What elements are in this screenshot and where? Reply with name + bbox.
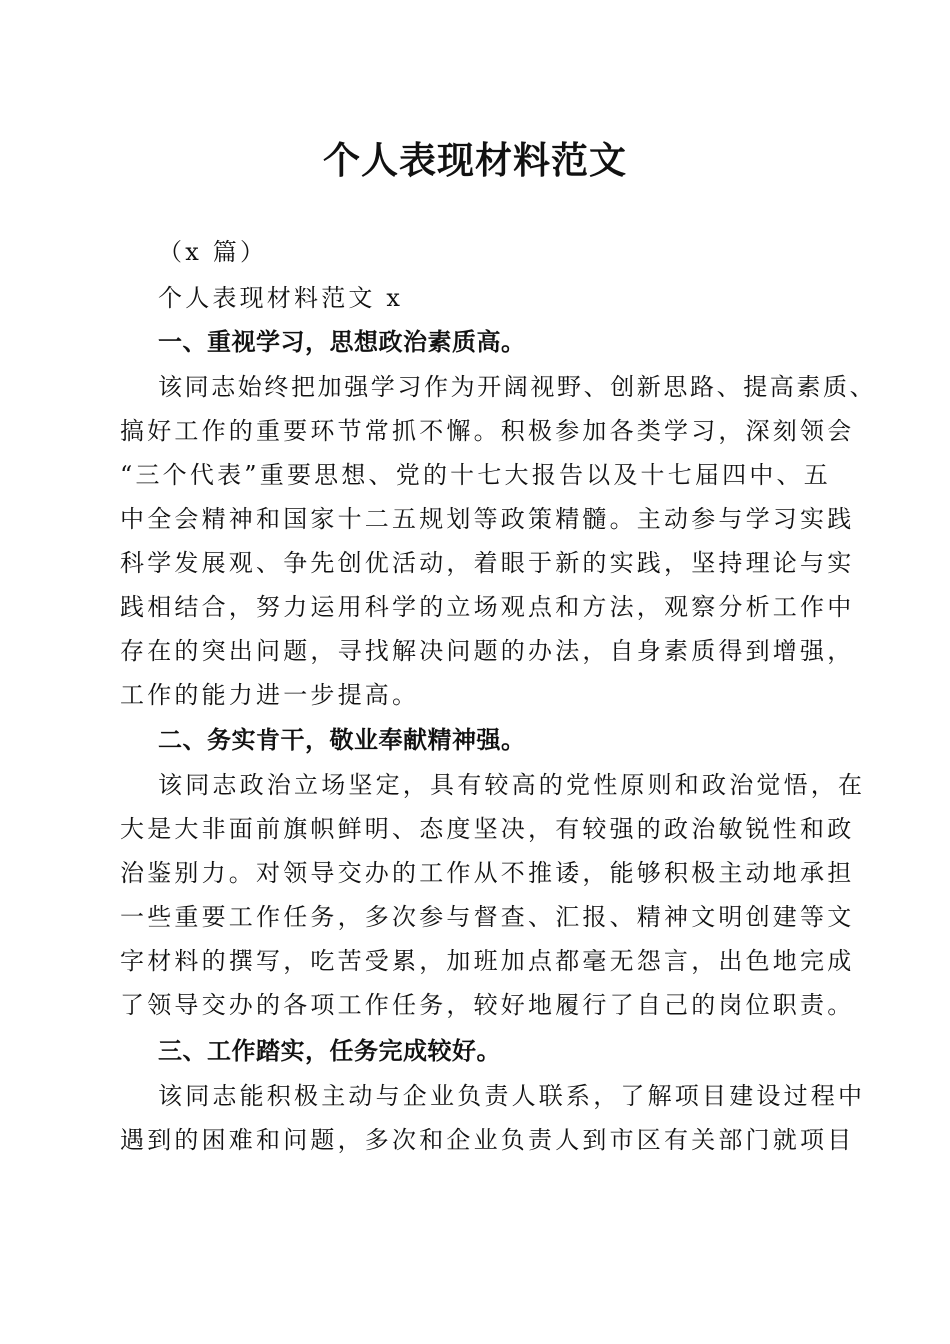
paragraph-line: 工作的能力进一步提高。	[120, 681, 420, 709]
paragraph-line: 践相结合，努力运用科学的立场观点和方法，观察分析工作中	[120, 593, 855, 621]
paragraph-line: 了领导交办的各项工作任务，较好地履行了自己的岗位职责。	[120, 991, 855, 1019]
paragraph-line: 科学发展观、争先创优活动，着眼于新的实践，坚持理论与实	[120, 549, 855, 577]
section-heading-3: 三、工作踏实，任务完成较好。	[158, 1037, 501, 1065]
paragraph-line: 该同志始终把加强学习作为开阔视野、创新思路、提高素质、	[158, 373, 877, 401]
paragraph-line: 该同志政治立场坚定，具有较高的党性原则和政治觉悟，在	[158, 771, 866, 799]
paragraph-line: 搞好工作的重要环节常抓不懈。积极参加各类学习，深刻领会	[120, 417, 855, 445]
paragraph-line: 中全会精神和国家十二五规划等政策精髓。主动参与学习实践	[120, 505, 855, 533]
paragraph-line: 存在的突出问题，寻找解决问题的办法，自身素质得到增强，	[120, 637, 855, 665]
paragraph-line: “三个代表”重要思想、党的十七大报告以及十七届四中、五	[120, 461, 831, 489]
paragraph-line: 一些重要工作任务，多次参与督查、汇报、精神文明创建等文	[120, 903, 855, 931]
section-heading-1: 一、重视学习，思想政治素质高。	[158, 328, 526, 356]
paragraph-line: 遇到的困难和问题，多次和企业负责人到市区有关部门就项目	[120, 1126, 855, 1154]
count-note: （x 篇）	[158, 238, 268, 266]
paragraph-line: 字材料的撰写，吃苦受累，加班加点都毫无怨言，出色地完成	[120, 947, 855, 975]
paragraph-line: 大是大非面前旗帜鲜明、态度坚决，有较强的政治敏锐性和政	[120, 815, 855, 843]
subtitle: 个人表现材料范文 x	[158, 284, 404, 312]
paragraph-line: 治鉴别力。对领导交办的工作从不推诿，能够积极主动地承担	[120, 859, 855, 887]
page-title: 个人表现材料范文	[323, 138, 627, 182]
section-heading-2: 二、务实肯干，敬业奉献精神强。	[158, 726, 526, 754]
paragraph-line: 该同志能积极主动与企业负责人联系，了解项目建设过程中	[158, 1082, 866, 1110]
